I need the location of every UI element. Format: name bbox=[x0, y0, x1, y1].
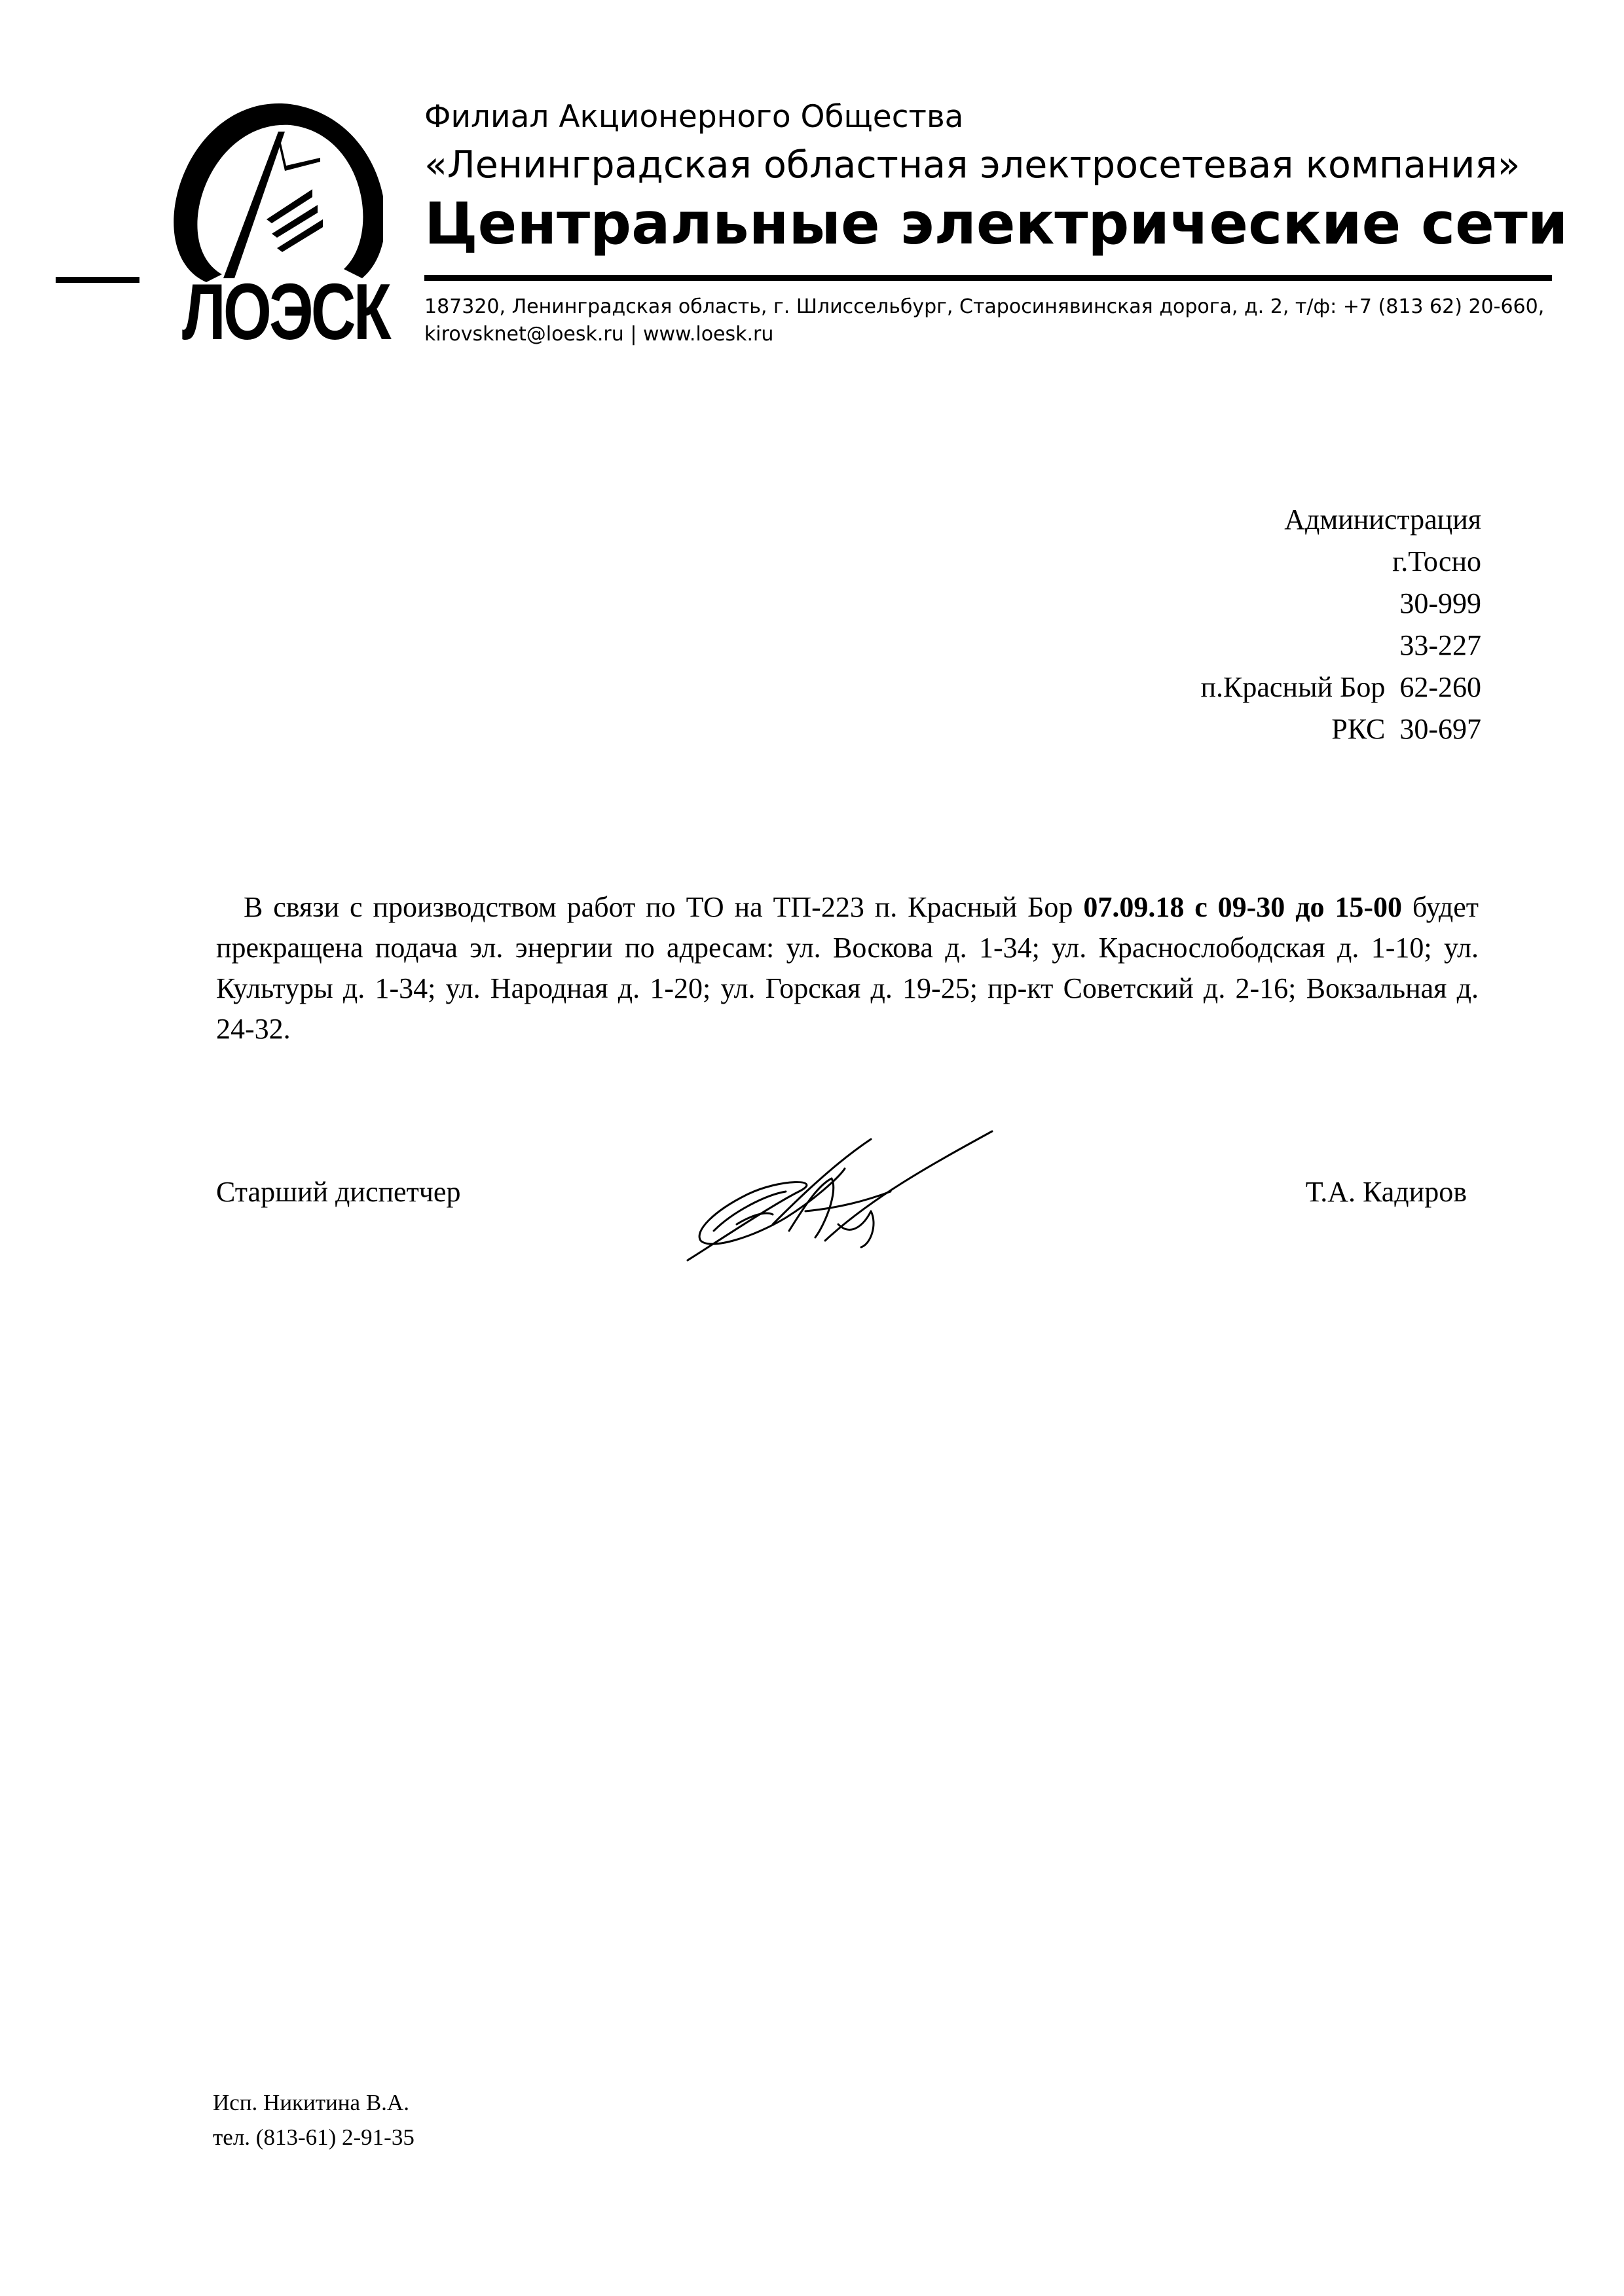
recipient-line: г.Тосно bbox=[1392, 545, 1481, 577]
outage-datetime: 07.09.18 с 09-30 до 15-00 bbox=[1083, 891, 1403, 923]
recipient-line: Администрация bbox=[1284, 503, 1481, 536]
executor-footer bbox=[213, 2085, 415, 2155]
company-name: «Ленинградская областная электросетевая компания» bbox=[424, 143, 1521, 187]
recipient-line: РКС 30-697 bbox=[1331, 713, 1481, 745]
recipient-block bbox=[1200, 499, 1481, 750]
message-text-addresses: будет прекращена подача эл. энергии по адресам: ул. Воскова д. 1-34; ул. Краснослободская д. 1-10; ул. Культуры д. 1-34; ул. Народная д. 1-20; ул. Горская д. 19-25; пр-кт Советский д. 2-16; Вокзальная д. 24-32. bbox=[216, 891, 1479, 1045]
executor-phone: тел. (813-61) 2-91-35 bbox=[213, 2124, 415, 2150]
message-body bbox=[216, 887, 1479, 1049]
website-link[interactable]: www.loesk.ru bbox=[642, 323, 774, 346]
recipient-line: 30-999 bbox=[1399, 587, 1481, 619]
logo-wordmark: ЛОЭСК bbox=[182, 267, 389, 356]
contact-links bbox=[424, 321, 1544, 348]
division-name: Центральные электрические сети bbox=[424, 190, 1568, 257]
contact-block bbox=[424, 293, 1544, 348]
message-text-start: В связи с производством работ по ТО на ТП-223 п. Красный Бор bbox=[244, 891, 1084, 923]
handwritten-signature bbox=[674, 1126, 1015, 1277]
branch-line: Филиал Акционерного Общества bbox=[424, 99, 964, 135]
executor-name: Исп. Никитина В.А. bbox=[213, 2090, 409, 2115]
signer-name: Т.А. Кадиров bbox=[1305, 1176, 1467, 1208]
recipient-line: п.Красный Бор 62-260 bbox=[1200, 671, 1481, 703]
email-link[interactable]: kirovsknet@loesk.ru bbox=[424, 323, 624, 346]
recipient-line: 33-227 bbox=[1399, 629, 1481, 661]
header-divider bbox=[424, 275, 1552, 281]
signer-position: Старший диспетчер bbox=[216, 1176, 461, 1208]
contact-separator: | bbox=[630, 323, 637, 346]
postal-address: 187320, Ленинградская область, г. Шлиссельбург, Старосинявинская дорога, д. 2, т/ф: +7 (813 62) 20-660, bbox=[424, 295, 1545, 318]
